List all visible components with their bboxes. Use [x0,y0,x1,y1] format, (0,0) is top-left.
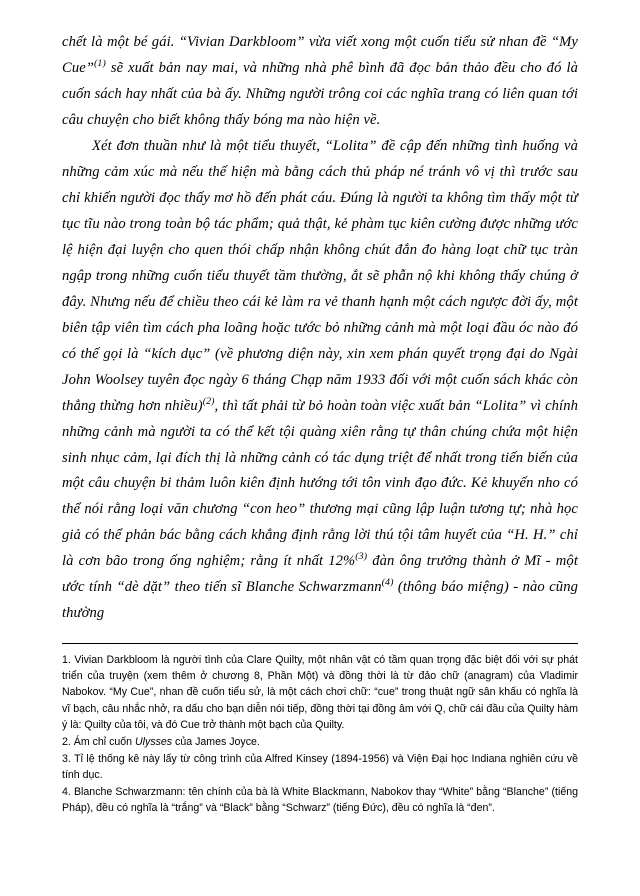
footnote-1: 1. Vivian Darkbloom là người tình của Clare Quilty, một nhân vật có tầm quan trọng đặc biệt đối với sự phát triển của truyện (xem thêm ở chương 8, Phần Một) và đồng thời là từ đảo chữ (anagram) của Vladimir Nabokov. “My Cue”, nhan đề cuốn tiểu sử, là một cách chơi chữ: “cue” trong thuật ngữ sân khấu có nghĩa là vĩ bạch, câu nhắc nhở, ra dấu cho bạn diễn nói tiếp, đồng thời tại đồng âm với Q, chữ cái đầu của Quilty hàm ý là: Quilty của tôi, và đó Cue trở thành một bạch của Quilty. [62,654,578,731]
footnote-marker: (4) [381,577,394,589]
italic-title: Ulysses [135,735,173,748]
footnote-marker: (3) [355,551,368,563]
paragraph-2: Xét đơn thuần như là một tiểu thuyết, “Lolita” đề cập đến những tình huống và những cảm xúc mà nếu thế hiện mà bằng cách thủ pháp né tránh vô vị thì trước sau chỉ khiến người đọc thấy mơ hồ đến phát cáu. Đúng là người ta không tìm thấy một từ tục tĩu nào trong toàn bộ tác phẩm; quả thật, kẻ phàm tục kiên cường được những ước lệ hiện đại luyện cho quen thói chấp nhận không chút đắn đo hàng loạt chữ tục tràn ngập trong những cuốn tiểu thuyết tầm thường, ắt sẽ phẫn nộ khi không thấy chúng ở đây. Nhưng nếu để chiều theo cái kẻ làm ra vẻ thanh hạnh một cách ngược đời ấy, một biên tập viên tìm cách pha loãng hoặc tước bỏ những cảnh mà một loại đầu óc nào đó có thế gọi là “kích dục” (về phương diện này, xin xem phán quyết trọng đại do Ngài John Woolsey tuyên đọc ngày 6 tháng Chạp năm 1933 đối với một cuốn sách khác còn thẳng thừng hơn nhiều)$^{(2)}$, thì tất phải từ bỏ hoàn toàn việc xuất bản “Lolita” vì chính những cảnh mà người ta có thể kết tội quàng xiên rằng tự thân chúng chứa một hiện sinh nhục cảm, lại đích thị là những cảnh có tác dụng triệt để nhất trong tiến biến của một câu chuyện bi thảm luôn kiên định hướng tới tôn vinh đạo đức. Kẻ khuyến nho có thể nói rằng loại văn chương “con heo” thương mại cũng lập luận tương tự; nhà học giả có thể phản bác bằng cách khẳng định rằng lời thú tội tâm huyết của “H. H.” chỉ là cơn bão trong ống nghiệm; rằng ít nhất 12%$^{(3)}$ đàn ông trưởng thành ở Mĩ - một ước tính “dè dặt” theo tiến sĩ Blanche Schwarzmann$^{(4)}$ (thông báo miệng) - nào cũng thường [62,137,578,622]
footnote-marker: (1) [94,58,106,70]
footnote-4: 4. Blanche Schwarzmann: tên chính của bà là White Blackmann, Nabokov thay “White” bằng “Blanche” (tiếng Pháp), đều có nghĩa là “trắng” và “Black” bằng “Schwarz” (tiếng Đức), đều có nghĩa là “đen”. [62,786,578,815]
footnote-2: 2. Ám chỉ cuốn Ulysses của James Joyce. [62,735,260,748]
paragraph-1: chết là một bé gái. “Vivian Darkbloom” vừa viết xong một cuốn tiểu sử nhan đề “My Cue”$^{(1)}$ sẽ xuất bản nay mai, và những nhà phê bình đã đọc bản thảo đều cho đó là cuốn sách hay nhất của bà ấy. Những người trông coi các nghĩa trang có liên quan tới câu chuyện cho biết không thấy bóng ma nào hiện về. [62,34,578,128]
footnotes-block [62,652,578,816]
footnote-3: 3. Tỉ lệ thống kê này lấy từ công trình của Alfred Kinsey (1894-1956) và Viện Đại học Indiana nghiên cứu về tính dục. [62,752,578,781]
body-text-block [62,30,578,627]
footnote-marker: (2) [202,395,215,407]
footnote-divider [62,643,578,644]
